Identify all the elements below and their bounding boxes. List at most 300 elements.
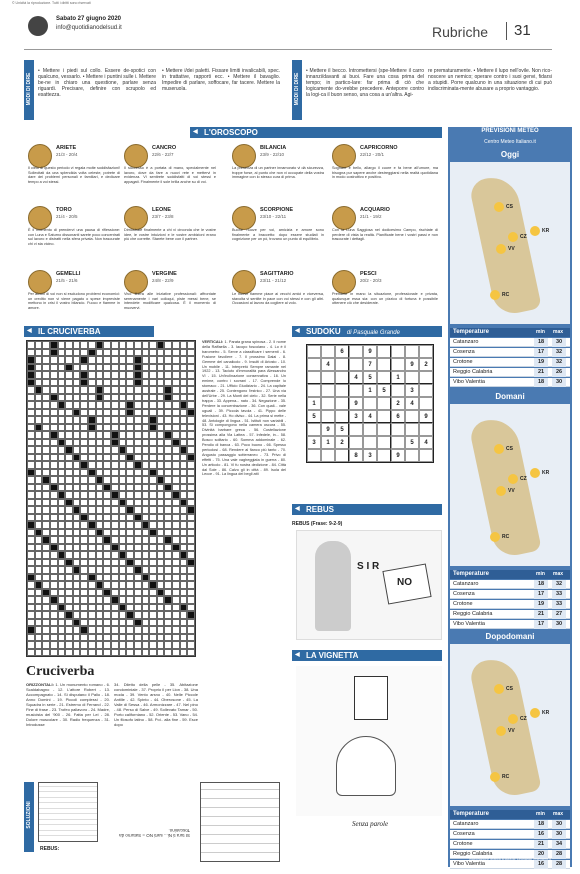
crossword-cell[interactable] bbox=[164, 476, 172, 484]
crossword-cell[interactable] bbox=[111, 491, 119, 499]
sudoku-cell[interactable]: 5 bbox=[335, 423, 349, 436]
crossword-cell[interactable] bbox=[149, 424, 157, 432]
crossword-cell[interactable] bbox=[187, 589, 195, 597]
crossword-cell[interactable] bbox=[50, 529, 58, 537]
crossword-cell[interactable] bbox=[134, 611, 142, 619]
crossword-cell[interactable] bbox=[187, 364, 195, 372]
crossword-cell[interactable] bbox=[80, 559, 88, 567]
crossword-cell[interactable] bbox=[27, 424, 35, 432]
sudoku-cell[interactable] bbox=[363, 436, 377, 449]
crossword-cell[interactable] bbox=[187, 596, 195, 604]
crossword-cell[interactable] bbox=[65, 551, 73, 559]
crossword-cell[interactable] bbox=[103, 566, 111, 574]
crossword-cell[interactable] bbox=[142, 476, 150, 484]
crossword-cell[interactable] bbox=[65, 371, 73, 379]
crossword-cell[interactable] bbox=[73, 604, 81, 612]
sudoku-cell[interactable] bbox=[335, 371, 349, 384]
crossword-cell[interactable] bbox=[50, 364, 58, 372]
crossword-cell[interactable] bbox=[119, 611, 127, 619]
crossword-cell[interactable] bbox=[164, 394, 172, 402]
crossword-cell[interactable] bbox=[96, 566, 104, 574]
crossword-cell[interactable] bbox=[88, 379, 96, 387]
crossword-cell[interactable] bbox=[96, 349, 104, 357]
crossword-cell[interactable] bbox=[134, 574, 142, 582]
crossword-cell[interactable] bbox=[142, 544, 150, 552]
crossword-cell[interactable] bbox=[42, 424, 50, 432]
crossword-cell[interactable] bbox=[142, 469, 150, 477]
crossword-cell[interactable] bbox=[180, 416, 188, 424]
crossword-cell[interactable] bbox=[142, 634, 150, 642]
crossword-cell[interactable] bbox=[187, 551, 195, 559]
crossword-cell[interactable] bbox=[187, 581, 195, 589]
crossword-cell[interactable] bbox=[27, 559, 35, 567]
crossword-cell[interactable] bbox=[126, 446, 134, 454]
sudoku-cell[interactable] bbox=[349, 384, 363, 397]
crossword-cell[interactable] bbox=[164, 461, 172, 469]
crossword-cell[interactable] bbox=[103, 604, 111, 612]
crossword-cell[interactable] bbox=[142, 589, 150, 597]
crossword-cell[interactable] bbox=[180, 499, 188, 507]
crossword-cell[interactable] bbox=[134, 371, 142, 379]
crossword-cell[interactable] bbox=[35, 626, 43, 634]
crossword-cell[interactable] bbox=[35, 409, 43, 417]
crossword-cell[interactable] bbox=[88, 491, 96, 499]
crossword-cell[interactable] bbox=[103, 544, 111, 552]
crossword-cell[interactable] bbox=[157, 386, 165, 394]
crossword-cell[interactable] bbox=[119, 424, 127, 432]
crossword-cell[interactable] bbox=[111, 506, 119, 514]
sudoku-cell[interactable]: 5 bbox=[307, 410, 321, 423]
crossword-cell[interactable] bbox=[187, 566, 195, 574]
crossword-cell[interactable] bbox=[119, 604, 127, 612]
crossword-cell[interactable] bbox=[103, 386, 111, 394]
crossword-cell[interactable] bbox=[73, 379, 81, 387]
crossword-cell[interactable] bbox=[42, 431, 50, 439]
sudoku-cell[interactable] bbox=[335, 410, 349, 423]
crossword-cell[interactable] bbox=[134, 544, 142, 552]
crossword-cell[interactable] bbox=[50, 394, 58, 402]
crossword-cell[interactable] bbox=[111, 364, 119, 372]
crossword-cell[interactable] bbox=[180, 649, 188, 657]
crossword-cell[interactable] bbox=[142, 551, 150, 559]
crossword-cell[interactable] bbox=[65, 566, 73, 574]
crossword-cell[interactable] bbox=[172, 364, 180, 372]
sudoku-cell[interactable] bbox=[335, 384, 349, 397]
sudoku-cell[interactable] bbox=[321, 397, 335, 410]
crossword-cell[interactable] bbox=[35, 589, 43, 597]
crossword-cell[interactable] bbox=[42, 476, 50, 484]
crossword-cell[interactable] bbox=[88, 499, 96, 507]
crossword-cell[interactable] bbox=[126, 604, 134, 612]
crossword-cell[interactable] bbox=[172, 619, 180, 627]
crossword-cell[interactable] bbox=[35, 379, 43, 387]
sudoku-cell[interactable] bbox=[307, 358, 321, 371]
sudoku-cell[interactable] bbox=[377, 449, 391, 462]
crossword-cell[interactable] bbox=[187, 371, 195, 379]
crossword-cell[interactable] bbox=[50, 506, 58, 514]
crossword-cell[interactable] bbox=[42, 491, 50, 499]
crossword-cell[interactable] bbox=[27, 356, 35, 364]
crossword-cell[interactable] bbox=[65, 649, 73, 657]
crossword-cell[interactable] bbox=[96, 341, 104, 349]
crossword-cell[interactable] bbox=[96, 611, 104, 619]
crossword-cell[interactable] bbox=[187, 604, 195, 612]
crossword-cell[interactable] bbox=[149, 446, 157, 454]
crossword-cell[interactable] bbox=[172, 371, 180, 379]
crossword-cell[interactable] bbox=[88, 424, 96, 432]
crossword-cell[interactable] bbox=[126, 461, 134, 469]
crossword-cell[interactable] bbox=[58, 581, 66, 589]
sudoku-cell[interactable] bbox=[391, 423, 405, 436]
crossword-cell[interactable] bbox=[157, 379, 165, 387]
crossword-cell[interactable] bbox=[58, 431, 66, 439]
crossword-cell[interactable] bbox=[119, 356, 127, 364]
sudoku-cell[interactable]: 4 bbox=[349, 371, 363, 384]
crossword-cell[interactable] bbox=[157, 341, 165, 349]
crossword-cell[interactable] bbox=[157, 551, 165, 559]
crossword-cell[interactable] bbox=[42, 596, 50, 604]
crossword-cell[interactable] bbox=[157, 626, 165, 634]
crossword-cell[interactable] bbox=[111, 559, 119, 567]
crossword-cell[interactable] bbox=[119, 581, 127, 589]
crossword-cell[interactable] bbox=[164, 551, 172, 559]
crossword-cell[interactable] bbox=[103, 619, 111, 627]
crossword-cell[interactable] bbox=[111, 551, 119, 559]
crossword-cell[interactable] bbox=[103, 416, 111, 424]
crossword-cell[interactable] bbox=[80, 604, 88, 612]
crossword-cell[interactable] bbox=[134, 439, 142, 447]
crossword-cell[interactable] bbox=[111, 596, 119, 604]
crossword-cell[interactable] bbox=[119, 469, 127, 477]
crossword-cell[interactable] bbox=[103, 394, 111, 402]
crossword-cell[interactable] bbox=[42, 589, 50, 597]
crossword-cell[interactable] bbox=[58, 439, 66, 447]
crossword-cell[interactable] bbox=[172, 574, 180, 582]
crossword-cell[interactable] bbox=[180, 566, 188, 574]
crossword-cell[interactable] bbox=[164, 604, 172, 612]
crossword-cell[interactable] bbox=[187, 439, 195, 447]
crossword-cell[interactable] bbox=[50, 626, 58, 634]
crossword-cell[interactable] bbox=[65, 619, 73, 627]
crossword-cell[interactable] bbox=[172, 394, 180, 402]
crossword-cell[interactable] bbox=[65, 424, 73, 432]
crossword-cell[interactable] bbox=[126, 514, 134, 522]
crossword-cell[interactable] bbox=[42, 394, 50, 402]
crossword-cell[interactable] bbox=[119, 416, 127, 424]
crossword-cell[interactable] bbox=[42, 536, 50, 544]
crossword-cell[interactable] bbox=[172, 349, 180, 357]
crossword-cell[interactable] bbox=[96, 619, 104, 627]
crossword-cell[interactable] bbox=[73, 649, 81, 657]
crossword-cell[interactable] bbox=[50, 371, 58, 379]
crossword-cell[interactable] bbox=[80, 476, 88, 484]
sudoku-cell[interactable]: 1 bbox=[363, 384, 377, 397]
crossword-cell[interactable] bbox=[187, 379, 195, 387]
crossword-cell[interactable] bbox=[80, 634, 88, 642]
crossword-cell[interactable] bbox=[35, 364, 43, 372]
crossword-cell[interactable] bbox=[50, 349, 58, 357]
sudoku-cell[interactable]: 9 bbox=[405, 358, 419, 371]
crossword-cell[interactable] bbox=[157, 589, 165, 597]
crossword-cell[interactable] bbox=[73, 446, 81, 454]
crossword-cell[interactable] bbox=[187, 574, 195, 582]
crossword-cell[interactable] bbox=[80, 551, 88, 559]
crossword-cell[interactable] bbox=[119, 439, 127, 447]
crossword-cell[interactable] bbox=[187, 521, 195, 529]
crossword-cell[interactable] bbox=[27, 574, 35, 582]
crossword-cell[interactable] bbox=[126, 439, 134, 447]
crossword-cell[interactable] bbox=[42, 401, 50, 409]
crossword-cell[interactable] bbox=[187, 461, 195, 469]
crossword-cell[interactable] bbox=[88, 634, 96, 642]
crossword-cell[interactable] bbox=[65, 544, 73, 552]
crossword-cell[interactable] bbox=[42, 611, 50, 619]
crossword-cell[interactable] bbox=[119, 641, 127, 649]
crossword-cell[interactable] bbox=[180, 626, 188, 634]
crossword-cell[interactable] bbox=[65, 514, 73, 522]
crossword-cell[interactable] bbox=[80, 641, 88, 649]
crossword-cell[interactable] bbox=[35, 619, 43, 627]
sudoku-cell[interactable]: 4 bbox=[405, 397, 419, 410]
crossword-cell[interactable] bbox=[126, 649, 134, 657]
crossword-cell[interactable] bbox=[58, 521, 66, 529]
crossword-cell[interactable] bbox=[134, 461, 142, 469]
crossword-cell[interactable] bbox=[80, 589, 88, 597]
crossword-cell[interactable] bbox=[65, 386, 73, 394]
crossword-cell[interactable] bbox=[187, 619, 195, 627]
crossword-cell[interactable] bbox=[27, 341, 35, 349]
crossword-cell[interactable] bbox=[149, 559, 157, 567]
crossword-cell[interactable] bbox=[142, 484, 150, 492]
crossword-cell[interactable] bbox=[164, 341, 172, 349]
crossword-cell[interactable] bbox=[27, 401, 35, 409]
crossword-cell[interactable] bbox=[73, 416, 81, 424]
crossword-cell[interactable] bbox=[65, 491, 73, 499]
sudoku-cell[interactable] bbox=[307, 345, 321, 358]
crossword-cell[interactable] bbox=[180, 439, 188, 447]
crossword-cell[interactable] bbox=[187, 409, 195, 417]
crossword-cell[interactable] bbox=[73, 634, 81, 642]
crossword-cell[interactable] bbox=[119, 566, 127, 574]
crossword-cell[interactable] bbox=[88, 416, 96, 424]
crossword-cell[interactable] bbox=[164, 641, 172, 649]
crossword-cell[interactable] bbox=[142, 454, 150, 462]
sudoku-cell[interactable] bbox=[321, 449, 335, 462]
crossword-cell[interactable] bbox=[187, 544, 195, 552]
crossword-cell[interactable] bbox=[180, 544, 188, 552]
crossword-cell[interactable] bbox=[149, 454, 157, 462]
crossword-cell[interactable] bbox=[42, 446, 50, 454]
sudoku-cell[interactable] bbox=[307, 384, 321, 397]
crossword-cell[interactable] bbox=[80, 386, 88, 394]
crossword-cell[interactable] bbox=[27, 409, 35, 417]
crossword-cell[interactable] bbox=[103, 469, 111, 477]
crossword-cell[interactable] bbox=[27, 491, 35, 499]
crossword-cell[interactable] bbox=[50, 596, 58, 604]
crossword-cell[interactable] bbox=[157, 469, 165, 477]
crossword-cell[interactable] bbox=[134, 454, 142, 462]
crossword-cell[interactable] bbox=[50, 566, 58, 574]
crossword-cell[interactable] bbox=[65, 379, 73, 387]
crossword-cell[interactable] bbox=[65, 401, 73, 409]
crossword-cell[interactable] bbox=[157, 349, 165, 357]
crossword-cell[interactable] bbox=[180, 409, 188, 417]
crossword-cell[interactable] bbox=[180, 559, 188, 567]
crossword-cell[interactable] bbox=[73, 356, 81, 364]
crossword-cell[interactable] bbox=[149, 634, 157, 642]
crossword-cell[interactable] bbox=[88, 446, 96, 454]
crossword-cell[interactable] bbox=[65, 469, 73, 477]
crossword-cell[interactable] bbox=[111, 634, 119, 642]
crossword-cell[interactable] bbox=[119, 394, 127, 402]
crossword-cell[interactable] bbox=[149, 431, 157, 439]
sudoku-cell[interactable] bbox=[321, 410, 335, 423]
sudoku-cell[interactable]: 3 bbox=[363, 449, 377, 462]
crossword-cell[interactable] bbox=[187, 431, 195, 439]
crossword-cell[interactable] bbox=[50, 341, 58, 349]
crossword-cell[interactable] bbox=[111, 371, 119, 379]
sudoku-cell[interactable] bbox=[419, 345, 433, 358]
crossword-cell[interactable] bbox=[180, 386, 188, 394]
crossword-cell[interactable] bbox=[58, 604, 66, 612]
crossword-cell[interactable] bbox=[27, 626, 35, 634]
crossword-cell[interactable] bbox=[126, 499, 134, 507]
crossword-cell[interactable] bbox=[80, 536, 88, 544]
crossword-cell[interactable] bbox=[96, 544, 104, 552]
crossword-cell[interactable] bbox=[65, 341, 73, 349]
crossword-cell[interactable] bbox=[58, 484, 66, 492]
crossword-cell[interactable] bbox=[35, 476, 43, 484]
crossword-cell[interactable] bbox=[27, 371, 35, 379]
crossword-cell[interactable] bbox=[88, 476, 96, 484]
crossword-cell[interactable] bbox=[172, 559, 180, 567]
crossword-cell[interactable] bbox=[50, 491, 58, 499]
sudoku-cell[interactable] bbox=[377, 358, 391, 371]
crossword-cell[interactable] bbox=[35, 416, 43, 424]
crossword-cell[interactable] bbox=[58, 649, 66, 657]
crossword-cell[interactable] bbox=[80, 469, 88, 477]
crossword-cell[interactable] bbox=[180, 394, 188, 402]
crossword-cell[interactable] bbox=[111, 454, 119, 462]
crossword-cell[interactable] bbox=[88, 536, 96, 544]
crossword-cell[interactable] bbox=[134, 566, 142, 574]
crossword-cell[interactable] bbox=[180, 611, 188, 619]
crossword-cell[interactable] bbox=[73, 619, 81, 627]
crossword-cell[interactable] bbox=[142, 581, 150, 589]
crossword-cell[interactable] bbox=[58, 454, 66, 462]
sudoku-cell[interactable]: 8 bbox=[349, 449, 363, 462]
crossword-cell[interactable] bbox=[111, 566, 119, 574]
crossword-cell[interactable] bbox=[50, 536, 58, 544]
crossword-cell[interactable] bbox=[96, 394, 104, 402]
crossword-cell[interactable] bbox=[142, 371, 150, 379]
crossword-cell[interactable] bbox=[119, 521, 127, 529]
crossword-cell[interactable] bbox=[103, 641, 111, 649]
crossword-cell[interactable] bbox=[50, 634, 58, 642]
crossword-cell[interactable] bbox=[58, 409, 66, 417]
crossword-cell[interactable] bbox=[119, 446, 127, 454]
crossword-cell[interactable] bbox=[119, 634, 127, 642]
crossword-cell[interactable] bbox=[119, 589, 127, 597]
crossword-cell[interactable] bbox=[111, 581, 119, 589]
crossword-cell[interactable] bbox=[164, 506, 172, 514]
crossword-cell[interactable] bbox=[73, 341, 81, 349]
crossword-cell[interactable] bbox=[157, 529, 165, 537]
crossword-cell[interactable] bbox=[35, 341, 43, 349]
sudoku-cell[interactable] bbox=[391, 436, 405, 449]
crossword-cell[interactable] bbox=[35, 536, 43, 544]
crossword-cell[interactable] bbox=[58, 401, 66, 409]
crossword-cell[interactable] bbox=[96, 484, 104, 492]
crossword-cell[interactable] bbox=[27, 431, 35, 439]
crossword-cell[interactable] bbox=[27, 634, 35, 642]
crossword-cell[interactable] bbox=[187, 341, 195, 349]
crossword-cell[interactable] bbox=[50, 476, 58, 484]
crossword-cell[interactable] bbox=[103, 439, 111, 447]
crossword-cell[interactable] bbox=[157, 536, 165, 544]
sudoku-cell[interactable]: 1 bbox=[391, 371, 405, 384]
crossword-cell[interactable] bbox=[164, 544, 172, 552]
crossword-cell[interactable] bbox=[172, 401, 180, 409]
crossword-cell[interactable] bbox=[65, 461, 73, 469]
crossword-cell[interactable] bbox=[35, 544, 43, 552]
crossword-cell[interactable] bbox=[96, 596, 104, 604]
crossword-cell[interactable] bbox=[126, 484, 134, 492]
crossword-cell[interactable] bbox=[187, 611, 195, 619]
crossword-cell[interactable] bbox=[134, 634, 142, 642]
crossword-cell[interactable] bbox=[134, 521, 142, 529]
crossword-cell[interactable] bbox=[80, 566, 88, 574]
crossword-cell[interactable] bbox=[134, 341, 142, 349]
crossword-cell[interactable] bbox=[157, 416, 165, 424]
crossword-cell[interactable] bbox=[65, 364, 73, 372]
crossword-cell[interactable] bbox=[149, 596, 157, 604]
crossword-cell[interactable] bbox=[96, 514, 104, 522]
crossword-cell[interactable] bbox=[164, 401, 172, 409]
crossword-cell[interactable] bbox=[96, 416, 104, 424]
crossword-cell[interactable] bbox=[172, 641, 180, 649]
crossword-cell[interactable] bbox=[172, 551, 180, 559]
crossword-cell[interactable] bbox=[58, 386, 66, 394]
crossword-cell[interactable] bbox=[73, 574, 81, 582]
crossword-cell[interactable] bbox=[35, 604, 43, 612]
crossword-cell[interactable] bbox=[50, 604, 58, 612]
crossword-cell[interactable] bbox=[88, 514, 96, 522]
crossword-cell[interactable] bbox=[149, 566, 157, 574]
crossword-cell[interactable] bbox=[157, 364, 165, 372]
crossword-cell[interactable] bbox=[80, 596, 88, 604]
crossword-cell[interactable] bbox=[27, 641, 35, 649]
crossword-cell[interactable] bbox=[134, 356, 142, 364]
crossword-cell[interactable] bbox=[88, 439, 96, 447]
crossword-cell[interactable] bbox=[35, 581, 43, 589]
crossword-cell[interactable] bbox=[88, 371, 96, 379]
crossword-cell[interactable] bbox=[35, 611, 43, 619]
crossword-cell[interactable] bbox=[65, 589, 73, 597]
crossword-cell[interactable] bbox=[35, 634, 43, 642]
crossword-cell[interactable] bbox=[119, 499, 127, 507]
crossword-cell[interactable] bbox=[164, 379, 172, 387]
crossword-cell[interactable] bbox=[149, 536, 157, 544]
crossword-cell[interactable] bbox=[42, 559, 50, 567]
crossword-cell[interactable] bbox=[142, 386, 150, 394]
sudoku-cell[interactable] bbox=[377, 423, 391, 436]
sudoku-cell[interactable]: 2 bbox=[335, 436, 349, 449]
crossword-cell[interactable] bbox=[58, 499, 66, 507]
crossword-cell[interactable] bbox=[50, 499, 58, 507]
crossword-cell[interactable] bbox=[134, 401, 142, 409]
crossword-cell[interactable] bbox=[80, 499, 88, 507]
